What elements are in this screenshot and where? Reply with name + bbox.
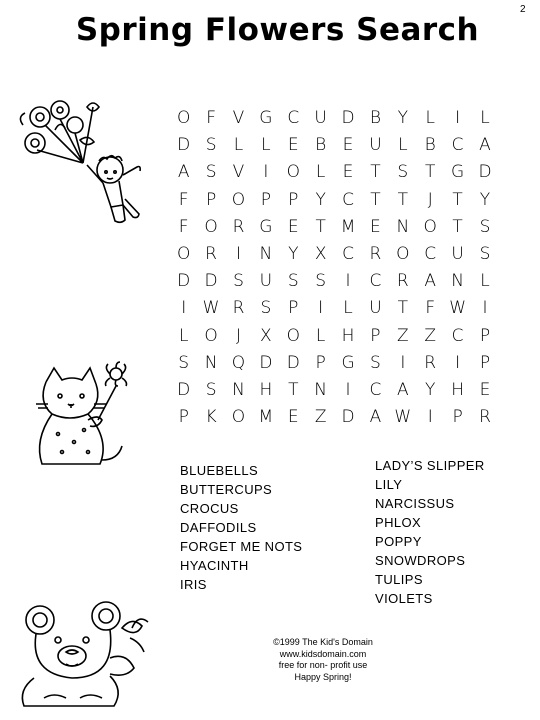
grid-letter: C: [369, 271, 382, 292]
grid-letter: D: [478, 162, 492, 183]
grid-letter: W: [394, 407, 412, 428]
grid-letter: I: [263, 162, 269, 183]
copyright-text: ©1999 The Kid's Domain: [273, 637, 373, 647]
grid-row: [170, 268, 499, 295]
grid-letter: L: [480, 271, 490, 292]
grid-letter: F: [206, 108, 216, 128]
grid-letter: D: [204, 271, 218, 292]
grid-letter: Y: [425, 379, 436, 400]
grid-letter: N: [314, 379, 327, 400]
grid-letter: E: [342, 162, 354, 183]
grid-letter: R: [424, 352, 437, 373]
grid-letter: S: [397, 162, 409, 183]
grid-letter: D: [341, 108, 355, 128]
grid-row: [170, 295, 499, 322]
grid-letter: M: [340, 216, 356, 237]
grid-letter: C: [451, 135, 464, 156]
grid-letter: F: [178, 216, 189, 237]
grid-letter: D: [259, 352, 273, 373]
greeting-text: Happy Spring!: [294, 671, 352, 682]
grid-letter: T: [397, 189, 409, 210]
word-list-item: LADY’S SLIPPER: [375, 458, 485, 473]
grid-letter: E: [287, 407, 299, 428]
grid-letter: M: [258, 407, 274, 428]
grid-letter: T: [315, 216, 326, 237]
grid-letter: S: [233, 271, 244, 292]
grid-letter: V: [232, 162, 245, 183]
grid-letter: P: [178, 407, 189, 428]
word-list-item: DAFFODILS: [180, 520, 257, 535]
grid-letter: X: [260, 325, 272, 346]
grid-letter: R: [479, 407, 491, 428]
grid-letter: N: [259, 243, 273, 264]
grid-letter: F: [178, 189, 189, 210]
grid-letter: V: [232, 108, 245, 128]
grid-letter: W: [202, 298, 220, 319]
grid-letter: T: [397, 298, 409, 319]
grid-letter: O: [204, 216, 218, 237]
grid-row: [170, 323, 499, 350]
word-list-item: FORGET ME NOTS: [180, 539, 303, 554]
grid-letter: L: [233, 135, 244, 156]
grid-letter: U: [369, 135, 382, 156]
grid-letter: W: [449, 298, 466, 319]
grid-row: [170, 105, 499, 132]
grid-letter: A: [397, 379, 409, 400]
credits-footer: [258, 637, 388, 683]
grid-letter: I: [400, 352, 406, 373]
grid-letter: T: [452, 189, 463, 210]
grid-row: [170, 187, 499, 214]
grid-letter: E: [370, 216, 381, 237]
grid-letter: I: [345, 271, 351, 292]
grid-letter: P: [479, 352, 491, 373]
word-search-grid: [170, 105, 499, 431]
grid-letter: I: [235, 243, 241, 264]
grid-letter: R: [369, 243, 382, 264]
grid-letter: T: [425, 162, 436, 183]
page-number: 2: [520, 4, 526, 15]
grid-letter: L: [315, 162, 326, 183]
grid-letter: O: [204, 325, 218, 346]
grid-letter: J: [427, 189, 433, 210]
word-list-item: SNOWDROPS: [375, 553, 466, 568]
grid-letter: C: [287, 108, 300, 128]
grid-letter: T: [370, 162, 381, 183]
grid-letter: Y: [288, 243, 299, 264]
grid-letter: H: [451, 379, 464, 400]
grid-row: [170, 404, 499, 431]
word-list-item: VIOLETS: [375, 591, 433, 606]
grid-letter: Y: [315, 189, 326, 210]
grid-letter: U: [314, 108, 327, 128]
grid-letter: L: [178, 325, 189, 346]
grid-letter: D: [177, 271, 191, 292]
grid-letter: P: [315, 352, 326, 373]
grid-letter: G: [341, 352, 355, 373]
word-list-right: [375, 456, 485, 608]
grid-letter: N: [451, 271, 464, 292]
grid-letter: R: [232, 298, 245, 319]
grid-letter: S: [479, 243, 491, 264]
grid-row: [170, 241, 499, 268]
grid-letter: O: [231, 189, 246, 210]
grid-letter: A: [479, 135, 491, 156]
grid-letter: D: [177, 379, 191, 400]
grid-letter: T: [370, 189, 381, 210]
grid-row: [170, 377, 499, 404]
grid-letter: B: [369, 108, 381, 128]
word-list-item: LILY: [375, 477, 403, 492]
grid-letter: P: [260, 189, 271, 210]
word-list-item: POPPY: [375, 534, 422, 549]
grid-letter: S: [315, 271, 327, 292]
grid-letter: I: [455, 352, 461, 373]
grid-letter: C: [342, 189, 354, 210]
grid-letter: O: [177, 243, 191, 264]
grid-letter: H: [341, 325, 355, 346]
grid-letter: P: [479, 325, 491, 346]
grid-letter: L: [425, 108, 435, 128]
grid-letter: S: [205, 379, 217, 400]
grid-letter: O: [286, 325, 300, 346]
grid-letter: O: [396, 243, 410, 264]
grid-letter: E: [479, 379, 491, 400]
grid-letter: R: [205, 243, 217, 264]
grid-letter: S: [178, 352, 190, 373]
word-list-left: [180, 461, 302, 594]
grid-letter: C: [424, 243, 437, 264]
grid-letter: R: [396, 271, 409, 292]
grid-letter: T: [452, 216, 463, 237]
word-list-item: BUTTERCUPS: [180, 482, 273, 497]
grid-letter: P: [370, 325, 381, 346]
grid-letter: I: [318, 298, 324, 319]
grid-letter: E: [287, 216, 299, 237]
grid-letter: I: [455, 108, 461, 128]
grid-letter: A: [177, 162, 190, 183]
grid-letter: I: [345, 379, 351, 400]
grid-letter: P: [205, 189, 217, 210]
cat-with-flower-illustration: [28, 360, 138, 470]
website-text: www.kidsdomain.com: [279, 648, 367, 659]
grid-letter: C: [451, 325, 464, 346]
grid-letter: Q: [231, 352, 246, 373]
grid-letter: O: [423, 216, 437, 237]
grid-letter: D: [286, 352, 300, 373]
grid-letter: Z: [314, 407, 327, 428]
word-list-item: CROCUS: [180, 501, 239, 516]
grid-letter: I: [181, 298, 187, 319]
grid-letter: P: [288, 298, 299, 319]
grid-letter: T: [288, 379, 299, 400]
grid-letter: C: [342, 243, 354, 264]
grid-letter: D: [177, 135, 191, 156]
grid-letter: H: [259, 379, 273, 400]
grid-letter: L: [480, 108, 490, 128]
grid-letter: A: [424, 271, 437, 292]
grid-letter: E: [342, 135, 354, 156]
grid-letter: O: [177, 108, 191, 128]
grid-letter: X: [314, 243, 327, 264]
grid-letter: S: [370, 352, 381, 373]
grid-row: [170, 159, 499, 186]
grid-letter: L: [315, 325, 326, 346]
grid-letter: D: [341, 407, 355, 428]
grid-letter: E: [287, 135, 299, 156]
grid-letter: S: [205, 162, 217, 183]
word-list-item: PHLOX: [375, 515, 422, 530]
child-with-flowers-illustration: [15, 95, 145, 235]
page-title: Spring Flowers Search: [75, 12, 480, 48]
grid-letter: A: [369, 407, 382, 428]
grid-letter: K: [205, 407, 217, 428]
grid-letter: P: [288, 189, 299, 210]
grid-letter: O: [231, 407, 246, 428]
grid-letter: Z: [424, 325, 437, 346]
grid-letter: N: [204, 352, 218, 373]
grid-row: [170, 132, 499, 159]
word-list-item: IRIS: [180, 577, 207, 592]
word-list-item: HYACINTH: [180, 558, 249, 573]
grid-letter: F: [425, 298, 436, 319]
word-list-item: BLUEBELLS: [180, 463, 259, 478]
grid-letter: P: [452, 407, 463, 428]
word-list-item: TULIPS: [375, 572, 423, 587]
grid-letter: N: [396, 216, 410, 237]
grid-letter: Z: [396, 325, 409, 346]
teddy-bear-illustration: [14, 598, 164, 710]
grid-letter: S: [479, 216, 491, 237]
grid-letter: L: [398, 135, 408, 156]
grid-letter: O: [286, 162, 300, 183]
grid-letter: R: [232, 216, 245, 237]
grid-letter: Y: [479, 189, 491, 210]
grid-letter: U: [451, 243, 464, 264]
grid-letter: S: [287, 271, 299, 292]
grid-letter: J: [235, 325, 241, 346]
grid-letter: G: [259, 108, 273, 128]
grid-row: [170, 350, 499, 377]
grid-letter: S: [260, 298, 272, 319]
grid-letter: B: [315, 135, 327, 156]
grid-letter: I: [482, 298, 488, 319]
grid-letter: L: [343, 298, 353, 319]
grid-letter: Y: [397, 108, 409, 128]
word-list-item: NARCISSUS: [375, 496, 455, 511]
grid-letter: G: [259, 216, 273, 237]
grid-row: [170, 214, 499, 241]
grid-letter: L: [261, 135, 271, 156]
grid-letter: I: [427, 407, 433, 428]
grid-letter: U: [369, 298, 382, 319]
grid-letter: U: [259, 271, 273, 292]
grid-letter: C: [369, 379, 382, 400]
grid-letter: S: [205, 135, 217, 156]
usage-text: free for non- profit use: [278, 660, 368, 670]
grid-letter: B: [424, 135, 436, 156]
grid-letter: N: [232, 379, 245, 400]
grid-letter: G: [451, 162, 465, 183]
